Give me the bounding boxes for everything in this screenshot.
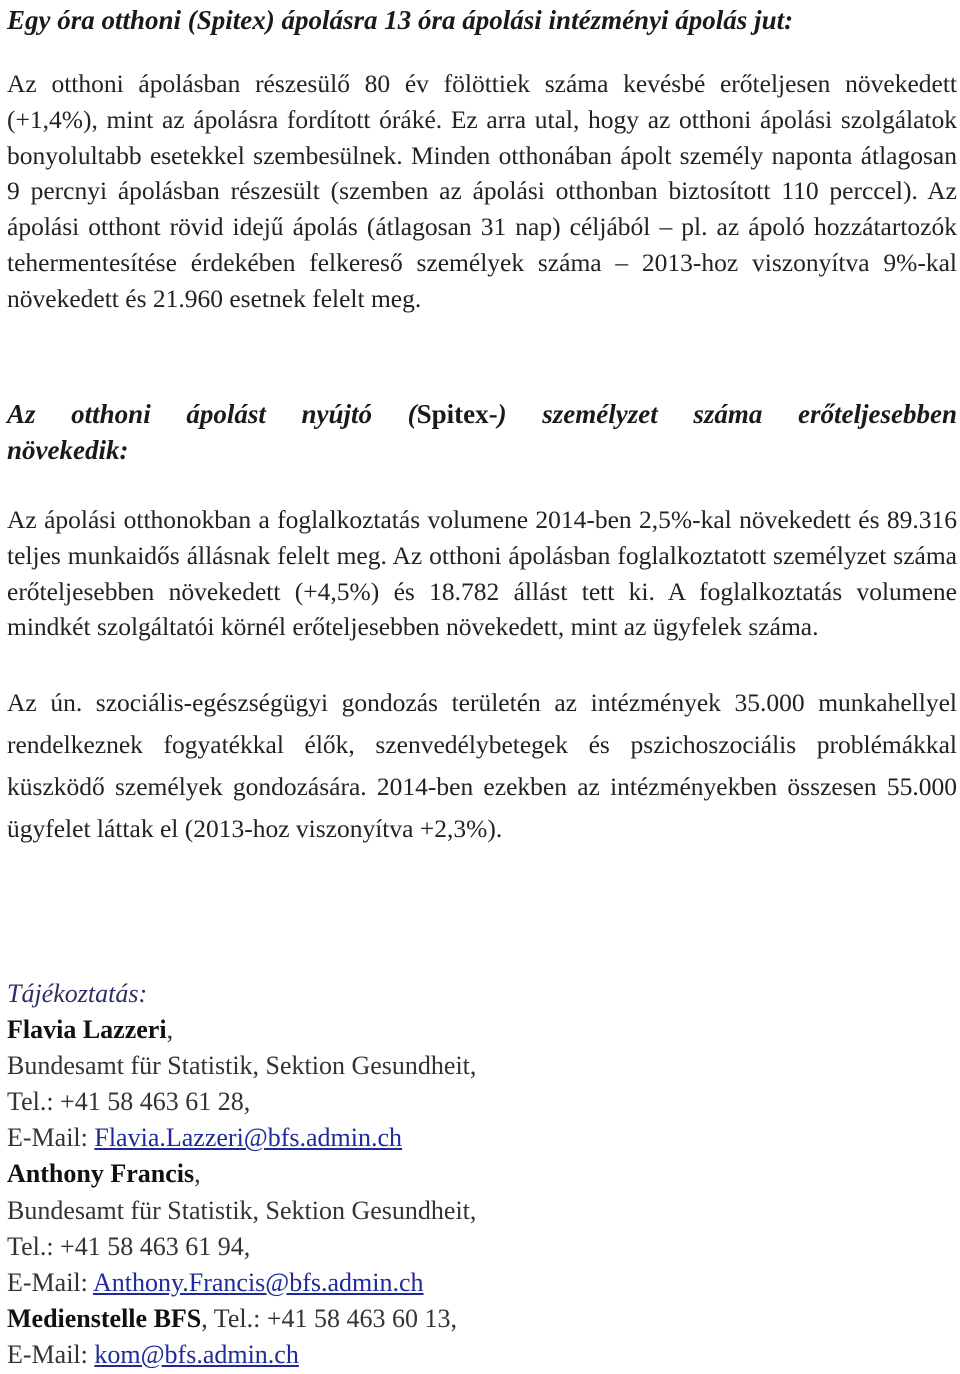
contact-person-1-name: Flavia Lazzeri (7, 1015, 167, 1045)
email-label: E-Mail: (7, 1267, 93, 1297)
paragraph-employment: Az ápolási otthonokban a foglalkoztatás volumene 2014-ben 2,5%-kal növekedett és 89.316 teljes munkaidős állásnak felelt meg. Az otthoni ápolásban foglalkoztatott személyzet száma erőteljesebben növekedett (+4,5%) és 18.782 állást tett ki. A foglalkoztatás volumene mindkét szolgáltatói körnél erőteljesebben növekedett, mint az ügyfelek száma. (7, 505, 957, 642)
paragraph-social-care: Az ún. szociális-egészségügyi gondozás területén az intézmények 35.000 munkahellyel rendelkeznek fogyatékkal élők, szenvedélybetegek és pszichoszociális problémákkal küszködő személyek gondozására. 2014-ben ezekben az intézményekben összesen 55.000 ügyfelet láttak el (2013-hoz viszonyítva +2,3%). (7, 688, 957, 843)
email-label: E-Mail: (7, 1123, 95, 1153)
document-page (7, 0, 957, 1369)
paragraph-home-care: Az otthoni ápolásban részesülő 80 év fölöttiek száma kevésbé erőteljesen növekedett (+1,4%), mint az ápolásra fordított óráké. Ez arra utal, hogy az otthoni ápolási szolgálatok bonyolultabb esetekkel szembesülnek. Minden otthonában ápolt személy naponta átlagosan 9 percnyi ápolásban részesült (szemben az ápolási otthonban biztosított 110 perccel). Az ápolási otthont rövid idejű ápolás (átlagosan 31 nap) céljából – pl. az ápoló hozzátartozók tehermentesítése érdekében felkereső személyek száma – 2013-hoz viszonyítva 9%-kal növekedett és 21.960 esetnek felelt meg. (7, 69, 957, 313)
media-office-name: Medienstelle BFS (7, 1303, 202, 1333)
contact-person-2-line (7, 1156, 957, 1192)
contact-person-2-tel: Tel.: +41 58 463 61 94, (7, 1231, 251, 1261)
contact-person-2-org: Bundesamt für Statistik, Sektion Gesundheit, (7, 1195, 477, 1225)
email-label: E-Mail: (7, 1339, 95, 1369)
contact-block (7, 976, 957, 1373)
contact-person-1-line (7, 1012, 957, 1048)
contact-person-2-email-link[interactable]: Anthony.Francis@bfs.admin.ch (92, 1267, 424, 1297)
section-heading-2 (7, 396, 957, 432)
comma-separator: , (194, 1159, 201, 1189)
contact-person-1-email-link[interactable]: Flavia.Lazzeri@bfs.admin.ch (94, 1123, 403, 1153)
section-heading-2-part1: Az otthoni ápolást nyújtó ( (7, 399, 417, 429)
comma-separator: , (166, 1015, 174, 1045)
media-office-line (7, 1301, 957, 1337)
section-heading-2-part3: ) személyzet száma erőteljesebben (497, 399, 957, 429)
contact-person-1-org: Bundesamt für Statistik, Sektion Gesundheit, (7, 1051, 477, 1081)
section-heading-2-part2: Spitex- (416, 399, 498, 429)
contact-person-1-tel: Tel.: +41 58 463 61 28, (7, 1087, 251, 1117)
section-heading-1: Egy óra otthoni (Spitex) ápolásra 13 óra ápolási intézményi ápolás jut: (7, 5, 794, 35)
contact-person-2-email-line (7, 1265, 957, 1301)
comma-separator: , (201, 1303, 208, 1333)
media-office-email-link[interactable]: kom@bfs.admin.ch (94, 1339, 299, 1369)
contact-person-1-email-line (7, 1120, 957, 1156)
contact-person-2-name: Anthony Francis (7, 1159, 195, 1189)
media-office-email-line (7, 1337, 957, 1373)
media-office-tel: Tel.: +41 58 463 60 13, (207, 1303, 458, 1333)
section-heading-2-line2: növekedik: (7, 435, 129, 465)
contact-label: Tájékoztatás: (7, 979, 148, 1008)
